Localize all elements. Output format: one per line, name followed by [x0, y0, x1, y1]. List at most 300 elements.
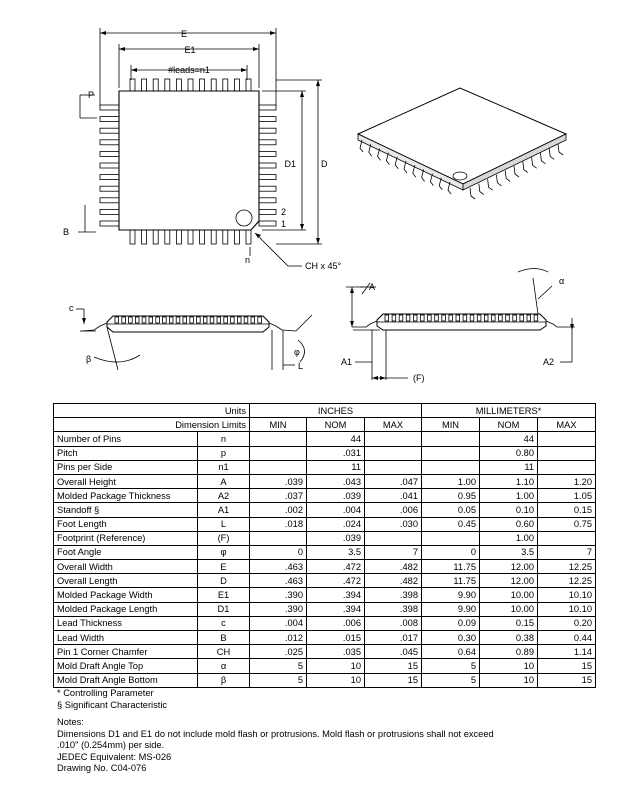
lead [122, 317, 126, 323]
lead [259, 140, 276, 145]
table-cell-in-min [250, 446, 307, 460]
lead [520, 315, 524, 321]
table-cell-in-max: .008 [365, 616, 422, 630]
lead [421, 315, 425, 321]
label-pin1: 1 [281, 219, 287, 229]
table-cell-mm-min [422, 460, 480, 474]
label-F: (F) [413, 373, 425, 383]
lead [259, 209, 276, 214]
table-cell-in-min: .463 [250, 574, 307, 588]
table-cell-mm-nom: 1.00 [480, 531, 538, 545]
table-cell-in-min: .037 [250, 489, 307, 503]
table-cell-in-nom: .472 [307, 560, 365, 574]
dim-limits-label: Dimension Limits [54, 418, 250, 432]
lead [523, 162, 528, 173]
table-cell-in-min: 0 [250, 545, 307, 559]
table-cell-mm-max: 15 [538, 659, 596, 673]
lead [129, 317, 133, 323]
table-cell-in-max: 7 [365, 545, 422, 559]
lead [100, 128, 119, 133]
table-cell-in-nom: 11 [307, 460, 365, 474]
table-cell-name: Footprint (Reference) [54, 531, 198, 545]
table-cell-mm-min: 0.09 [422, 616, 480, 630]
table-cell-sym: E [198, 560, 250, 574]
table-cell-in-min: .018 [250, 517, 307, 531]
table-cell-mm-nom: 11 [480, 460, 538, 474]
lead [488, 179, 493, 190]
lead [246, 79, 251, 91]
label-n: n [245, 255, 251, 265]
table-cell-in-max [365, 446, 422, 460]
table-row [54, 588, 596, 602]
table-cell-mm-nom: 10 [480, 659, 538, 673]
label-pin2: 2 [281, 207, 287, 217]
notes-line-1: Dimensions D1 and E1 do not include mold flash or protrusions. Mold flash or protrusions shall not exceed [57, 728, 494, 739]
lead [217, 317, 221, 323]
lead [259, 163, 276, 168]
table-cell-sym: β [198, 673, 250, 687]
table-cell-in-min [250, 531, 307, 545]
label-beta: β [86, 354, 92, 364]
lead [514, 166, 519, 177]
table-cell-mm-min: 5 [422, 659, 480, 673]
table-cell-in-max [365, 432, 422, 446]
label-A2: A2 [543, 357, 555, 367]
lead [532, 157, 537, 168]
lead [197, 317, 201, 323]
table-cell-mm-max: 0.44 [538, 631, 596, 645]
in-max-header: MAX [365, 418, 422, 432]
table-cell-name: Pin 1 Corner Chamfer [54, 645, 198, 659]
lead [142, 230, 147, 244]
lead [449, 315, 453, 321]
table-cell-in-max: 15 [365, 673, 422, 687]
table-row [54, 474, 596, 488]
table-cell-mm-min: 0 [422, 545, 480, 559]
table-cell-name: Molded Package Width [54, 588, 198, 602]
lead [456, 315, 460, 321]
label-leads: #leads=n1 [168, 65, 210, 75]
table-cell-in-max [365, 531, 422, 545]
table-cell-in-nom: .472 [307, 574, 365, 588]
lead [392, 315, 396, 321]
table-cell-mm-max: 1.14 [538, 645, 596, 659]
side-view-right-leads [385, 315, 538, 321]
table-cell-mm-min: 0.64 [422, 645, 480, 659]
table-cell-in-min: .025 [250, 645, 307, 659]
pin1-marker-circle [236, 210, 252, 226]
lead [479, 184, 484, 195]
lead [534, 315, 538, 321]
lead [100, 163, 119, 168]
table-cell-in-min: .463 [250, 560, 307, 574]
table-row [54, 531, 596, 545]
table-cell-in-max: 15 [365, 659, 422, 673]
table-row [54, 673, 596, 687]
table-cell-mm-min: 11.75 [422, 574, 480, 588]
footnote-controlling: * Controlling Parameter [57, 688, 154, 698]
table-cell-name: Overall Width [54, 560, 198, 574]
lead [156, 317, 160, 323]
label-D1: D1 [284, 159, 296, 169]
table-cell-in-max: .041 [365, 489, 422, 503]
lead [149, 317, 153, 323]
lead [237, 317, 241, 323]
footnote-significant: § Significant Characteristic [57, 699, 168, 710]
table-cell-sym: A [198, 474, 250, 488]
lead [100, 221, 119, 226]
lead [231, 317, 235, 323]
mm-max-header: MAX [538, 418, 596, 432]
table-cell-sym: n [198, 432, 250, 446]
table-cell-mm-nom: 1.00 [480, 489, 538, 503]
table-cell-name: Foot Length [54, 517, 198, 531]
table-cell-mm-max [538, 432, 596, 446]
lead [203, 317, 207, 323]
table-cell-in-max: .482 [365, 574, 422, 588]
lead [100, 198, 119, 203]
lead [505, 170, 510, 181]
lead [100, 186, 119, 191]
lead [100, 209, 119, 214]
table-cell-mm-max: 7 [538, 545, 596, 559]
lead [142, 317, 146, 323]
table-cell-in-min [250, 460, 307, 474]
table-cell-mm-min: 9.90 [422, 602, 480, 616]
table-cell-in-max: .006 [365, 503, 422, 517]
table-cell-sym: A2 [198, 489, 250, 503]
table-cell-in-nom: .004 [307, 503, 365, 517]
side-view-right [346, 269, 575, 381]
lead [259, 128, 276, 133]
table-cell-in-nom: .024 [307, 517, 365, 531]
table-cell-mm-nom: 10 [480, 673, 538, 687]
label-E1: E1 [184, 45, 196, 55]
table-cell-in-max: .045 [365, 645, 422, 659]
table-cell-sym: E1 [198, 588, 250, 602]
table-cell-mm-nom: 0.15 [480, 616, 538, 630]
lead [169, 317, 173, 323]
lead [259, 117, 276, 122]
label-D: D [321, 159, 328, 169]
table-cell-mm-max: 0.20 [538, 616, 596, 630]
table-cell-mm-max: 15 [538, 673, 596, 687]
notes-line-4: Drawing No. C04-076 [57, 763, 147, 773]
table-cell-in-max: .030 [365, 517, 422, 531]
table-cell-name: Lead Thickness [54, 616, 198, 630]
lead [100, 175, 119, 180]
leads-top-row [130, 79, 251, 91]
table-cell-mm-max [538, 446, 596, 460]
lead [259, 105, 276, 110]
label-A1: A1 [341, 357, 353, 367]
lead [211, 230, 216, 244]
lead [499, 315, 503, 321]
label-P: P [88, 90, 95, 100]
table-cell-in-nom: .039 [307, 489, 365, 503]
table-cell-sym: (F) [198, 531, 250, 545]
table-cell-mm-min [422, 432, 480, 446]
table-cell-in-min: .012 [250, 631, 307, 645]
lead [406, 315, 410, 321]
table-cell-mm-nom: 0.80 [480, 446, 538, 460]
lead [153, 79, 158, 91]
mm-nom-header: NOM [480, 418, 538, 432]
table-row [54, 460, 596, 474]
table-cell-in-min [250, 432, 307, 446]
table-cell-mm-min: 0.30 [422, 631, 480, 645]
table-cell-in-nom: .039 [307, 531, 365, 545]
table-cell-mm-min: 9.90 [422, 588, 480, 602]
footnotes [57, 688, 167, 711]
table-cell-name: Foot Angle [54, 545, 198, 559]
lead [385, 315, 389, 321]
lead [115, 317, 119, 323]
lead [176, 79, 181, 91]
table-cell-mm-min: 0.95 [422, 489, 480, 503]
table-row [54, 645, 596, 659]
lead [142, 79, 147, 91]
mm-min-header: MIN [422, 418, 480, 432]
top-view [78, 28, 322, 266]
side-view-leads [115, 317, 261, 323]
lead [100, 117, 119, 122]
table-cell-in-nom: 3.5 [307, 545, 365, 559]
label-alpha: α [559, 276, 565, 286]
dimension-table [53, 403, 596, 688]
lead [506, 315, 510, 321]
table-cell-in-min: 5 [250, 673, 307, 687]
table-cell-mm-nom: 10.00 [480, 602, 538, 616]
table-cell-in-nom: .043 [307, 474, 365, 488]
table-row [54, 446, 596, 460]
lead [176, 317, 180, 323]
table-cell-in-max: .482 [365, 560, 422, 574]
lead [223, 79, 228, 91]
table-cell-mm-max: 10.10 [538, 602, 596, 616]
table-cell-mm-nom: 0.10 [480, 503, 538, 517]
lead [188, 230, 193, 244]
lead [492, 315, 496, 321]
lead [258, 317, 262, 323]
lead [224, 317, 228, 323]
table-cell-in-min: .039 [250, 474, 307, 488]
table-cell-mm-max: 0.75 [538, 517, 596, 531]
lead [259, 186, 276, 191]
lead [100, 140, 119, 145]
table-cell-in-min: .390 [250, 602, 307, 616]
table-cell-sym: D1 [198, 602, 250, 616]
table-cell-mm-nom: 10.00 [480, 588, 538, 602]
notes-heading: Notes: [57, 717, 84, 727]
table-cell-in-min: 5 [250, 659, 307, 673]
table-row [54, 503, 596, 517]
in-nom-header: NOM [307, 418, 365, 432]
table-cell-mm-nom: 44 [480, 432, 538, 446]
label-L: L [298, 361, 304, 371]
table-cell-mm-min: 11.75 [422, 560, 480, 574]
table-cell-in-max [365, 460, 422, 474]
table-cell-mm-nom: 0.38 [480, 631, 538, 645]
lead [513, 315, 517, 321]
lead [200, 79, 205, 91]
table-cell-sym: D [198, 574, 250, 588]
table-cell-sym: α [198, 659, 250, 673]
table-cell-sym: B [198, 631, 250, 645]
table-row [54, 574, 596, 588]
table-cell-sym: A1 [198, 503, 250, 517]
table-row [54, 659, 596, 673]
lead [442, 315, 446, 321]
table-cell-mm-max: 12.25 [538, 560, 596, 574]
lead [413, 315, 417, 321]
table-row [54, 517, 596, 531]
table-cell-in-nom: .394 [307, 602, 365, 616]
table-cell-mm-max [538, 460, 596, 474]
lead [251, 317, 255, 323]
table-cell-mm-max: 0.15 [538, 503, 596, 517]
table-cell-mm-max: 1.05 [538, 489, 596, 503]
table-cell-sym: CH [198, 645, 250, 659]
table-cell-name: Molded Package Thickness [54, 489, 198, 503]
table-cell-in-min: .390 [250, 588, 307, 602]
lead [527, 315, 531, 321]
lead [165, 230, 170, 244]
table-cell-in-max: .017 [365, 631, 422, 645]
table-cell-mm-max [538, 531, 596, 545]
lead [223, 230, 228, 244]
table-cell-mm-min [422, 531, 480, 545]
table-row [54, 545, 596, 559]
table-cell-mm-min: 5 [422, 673, 480, 687]
table-cell-name: Pitch [54, 446, 198, 460]
lead [435, 315, 439, 321]
lead [463, 315, 467, 321]
label-B: B [63, 227, 70, 237]
lead [246, 230, 251, 244]
table-cell-in-nom: .031 [307, 446, 365, 460]
lead [540, 153, 545, 164]
lead [135, 317, 139, 323]
table-cell-mm-min: 0.05 [422, 503, 480, 517]
notes-line-2: .010" (0.254mm) per side. [57, 740, 165, 750]
side-view-left [76, 309, 312, 370]
leads-left-column [100, 105, 119, 226]
lead [130, 79, 135, 91]
table-cell-mm-nom: 3.5 [480, 545, 538, 559]
table-cell-name: Pins per Side [54, 460, 198, 474]
table-row [54, 631, 596, 645]
lead [100, 105, 119, 110]
lead [200, 230, 205, 244]
table-cell-mm-nom: 12.00 [480, 560, 538, 574]
lead [259, 175, 276, 180]
lead [549, 148, 554, 159]
header-row-units [54, 404, 596, 418]
table-cell-name: Number of Pins [54, 432, 198, 446]
table-cell-in-nom: .006 [307, 616, 365, 630]
table-cell-name: Lead Width [54, 631, 198, 645]
leads-bottom-row [130, 230, 251, 244]
notes-block [57, 717, 494, 775]
label-c: c [69, 303, 74, 313]
lead [234, 230, 239, 244]
lead [183, 317, 187, 323]
table-cell-in-min: .002 [250, 503, 307, 517]
lead [176, 230, 181, 244]
inches-header: INCHES [250, 404, 422, 418]
table-cell-in-min: .004 [250, 616, 307, 630]
table-cell-name: Mold Draft Angle Top [54, 659, 198, 673]
table-cell-sym: c [198, 616, 250, 630]
lead [165, 79, 170, 91]
lead [210, 317, 214, 323]
lead [259, 151, 276, 156]
lead [558, 144, 563, 155]
lead [477, 315, 481, 321]
lead [188, 79, 193, 91]
package-body-outline [119, 91, 259, 230]
table-cell-mm-min: 1.00 [422, 474, 480, 488]
table-cell-mm-max: 10.10 [538, 588, 596, 602]
label-E: E [180, 29, 188, 39]
mm-header: MILLIMETERS* [422, 404, 596, 418]
table-cell-in-max: .398 [365, 602, 422, 616]
notes-line-3: JEDEC Equivalent: MS-026 [57, 751, 172, 762]
table-cell-name: Mold Draft Angle Bottom [54, 673, 198, 687]
label-phi: φ [294, 347, 300, 357]
lead [259, 221, 276, 226]
table-cell-mm-min [422, 446, 480, 460]
label-chamfer: CH x 45° [305, 261, 342, 271]
table-cell-mm-nom: 12.00 [480, 574, 538, 588]
table-cell-sym: φ [198, 545, 250, 559]
lead [234, 79, 239, 91]
table-row [54, 616, 596, 630]
header-row-limits [54, 418, 596, 432]
table-cell-in-nom: 10 [307, 673, 365, 687]
table-cell-mm-min: 0.45 [422, 517, 480, 531]
lead [399, 315, 403, 321]
table-cell-sym: n1 [198, 460, 250, 474]
table-cell-mm-nom: 1.10 [480, 474, 538, 488]
lead [428, 315, 432, 321]
table-cell-in-nom: 10 [307, 659, 365, 673]
lead [484, 315, 488, 321]
table-row [54, 602, 596, 616]
label-A: A [369, 282, 376, 292]
table-cell-sym: L [198, 517, 250, 531]
lead [153, 230, 158, 244]
table-cell-name: Overall Length [54, 574, 198, 588]
table-cell-mm-nom: 0.60 [480, 517, 538, 531]
table-cell-name: Molded Package Length [54, 602, 198, 616]
lead [244, 317, 248, 323]
lead [259, 198, 276, 203]
in-min-header: MIN [250, 418, 307, 432]
table-cell-in-nom: 44 [307, 432, 365, 446]
table-cell-name: Overall Height [54, 474, 198, 488]
lead [100, 151, 119, 156]
lead [130, 230, 135, 244]
table-cell-mm-nom: 0.89 [480, 645, 538, 659]
table-row [54, 489, 596, 503]
table-cell-mm-max: 1.20 [538, 474, 596, 488]
leads-right-column [259, 105, 276, 226]
table-cell-in-max: .398 [365, 588, 422, 602]
lead [163, 317, 167, 323]
lead [470, 315, 474, 321]
